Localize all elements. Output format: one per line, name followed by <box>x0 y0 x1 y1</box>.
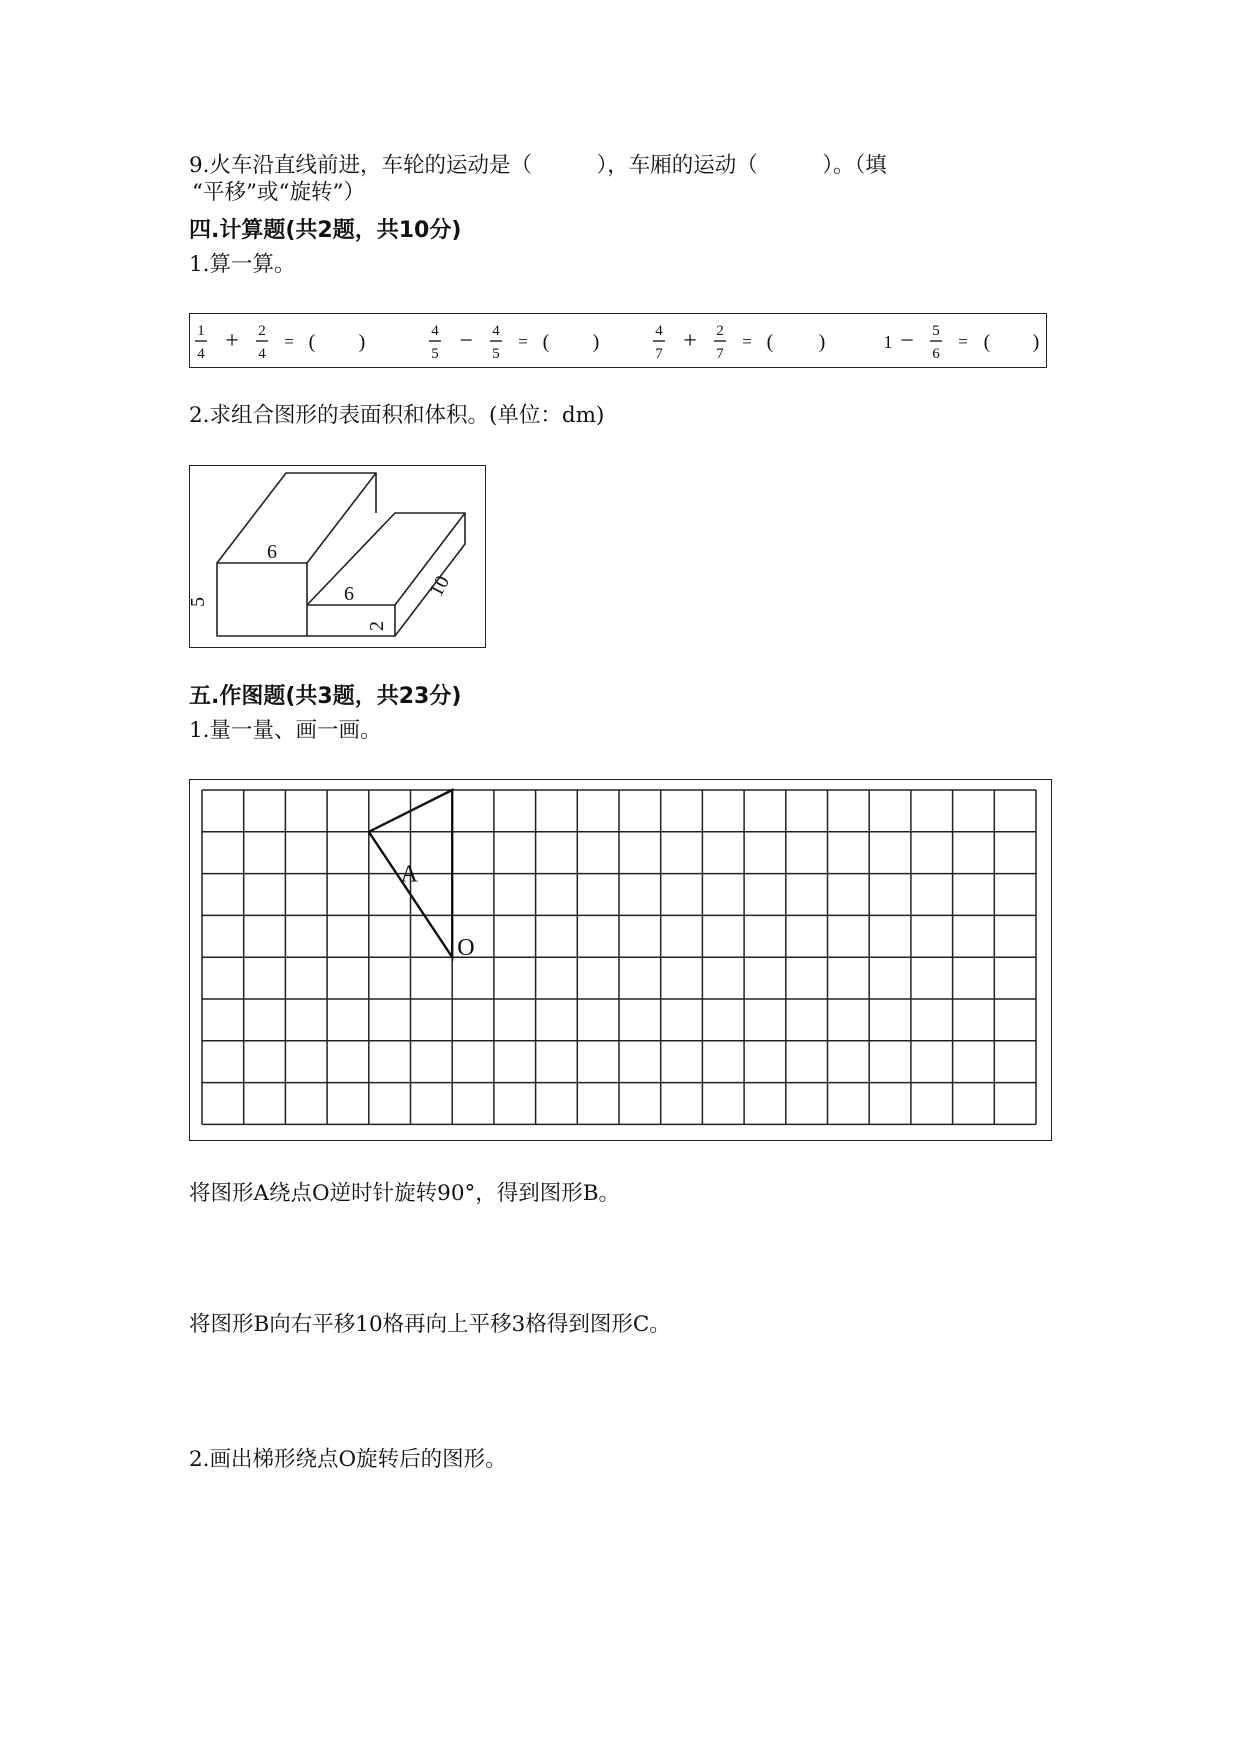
item1-a-numerator: 1 <box>197 323 205 339</box>
s5-q2-text: 2.画出梯形绕点O旋转后的图形。 <box>189 1447 507 1472</box>
s5-q1-text: 1.量一量、画一画。 <box>189 718 382 743</box>
item4-operator: − <box>900 328 914 354</box>
s4-q2-text: 2.求组合图形的表面积和体积。(单位：dm) <box>189 403 605 428</box>
item4-equals: = <box>958 332 968 351</box>
step-side-face <box>395 513 465 636</box>
grid-figure-box <box>189 779 1052 1141</box>
q9-line2: “平移”或“旋转”） <box>192 180 365 205</box>
item3-operator: + <box>683 328 697 354</box>
instruction-rotate: 将图形A绕点O逆时针旋转90°，得到图形B。 <box>189 1181 621 1206</box>
label-step-width: 6 <box>344 583 354 605</box>
composite-solid-drawing <box>187 466 484 646</box>
item3-a-denominator: 7 <box>655 346 663 362</box>
section4-heading: 四.计算题(共2题，共10分) <box>189 218 462 243</box>
item2-operator: − <box>459 328 473 354</box>
item1-operator: + <box>225 328 239 354</box>
item2-a-numerator: 4 <box>431 323 439 339</box>
item4-b-numerator: 5 <box>932 323 940 339</box>
s4-q1-text: 1.算一算。 <box>189 252 296 277</box>
composite-solid-figure-box <box>189 465 486 648</box>
item1-b-numerator: 2 <box>258 323 266 339</box>
item4-b-denominator: 6 <box>932 346 940 362</box>
item1-paren-open: ( <box>308 331 316 353</box>
item3-b-numerator: 2 <box>716 323 724 339</box>
calculation-box <box>189 313 1047 368</box>
instruction-translate: 将图形B向右平移10格再向上平移3格得到图形C。 <box>189 1312 671 1337</box>
item4-paren-close: ) <box>1032 331 1040 353</box>
item2-b-numerator: 4 <box>492 323 500 339</box>
tall-block-top-face <box>217 473 376 563</box>
calc-item-3 <box>653 323 825 362</box>
label-left-height: 5 <box>187 597 209 607</box>
item4-paren-open: ( <box>983 331 991 353</box>
item1-b-denominator: 4 <box>258 346 266 362</box>
label-a: A <box>400 861 418 888</box>
square-grid <box>190 780 1050 1139</box>
item2-paren-open: ( <box>542 331 550 353</box>
item1-equals: = <box>284 332 294 351</box>
calc-item-1 <box>195 323 365 362</box>
section5-heading: 五.作图题(共3题，共23分) <box>189 684 462 709</box>
item2-paren-close: ) <box>592 331 600 353</box>
item1-a-denominator: 4 <box>197 346 205 362</box>
item3-equals: = <box>742 332 752 351</box>
item3-b-denominator: 7 <box>716 346 724 362</box>
item1-paren-close: ) <box>358 331 366 353</box>
item2-equals: = <box>518 332 528 351</box>
item4-whole-number: 1 <box>883 332 893 352</box>
calc-item-2 <box>429 323 599 362</box>
calculation-row <box>190 314 1045 366</box>
label-o: O <box>457 935 475 962</box>
item3-paren-open: ( <box>766 331 774 353</box>
label-top-width: 6 <box>267 541 277 563</box>
item3-a-numerator: 4 <box>655 323 663 339</box>
tall-block-front-face <box>217 563 307 636</box>
label-step-height: 2 <box>366 621 388 631</box>
q9-line1: 9.火车沿直线前进，车轮的运动是（ ），车厢的运动（ ）。（填 <box>189 153 887 178</box>
item2-a-denominator: 5 <box>431 346 439 362</box>
calc-item-4 <box>884 323 1040 362</box>
label-depth: 10 <box>425 572 455 601</box>
item2-b-denominator: 5 <box>492 346 500 362</box>
item3-paren-close: ) <box>818 331 826 353</box>
